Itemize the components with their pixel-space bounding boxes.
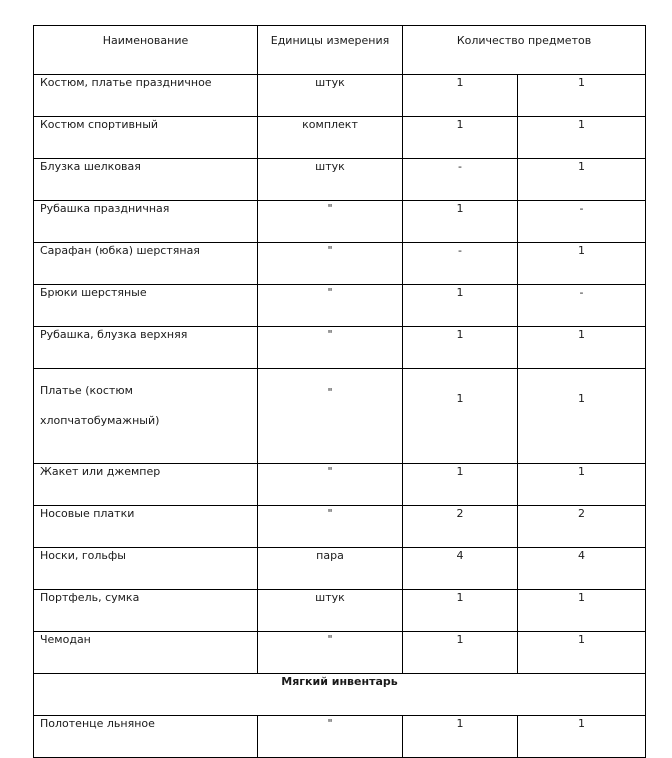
item-unit: " (258, 201, 403, 243)
item-unit: комплект (258, 117, 403, 159)
item-qty-2: 2 (518, 506, 646, 548)
item-name: Брюки шерстяные (34, 285, 258, 327)
table-row (34, 327, 646, 369)
table-row (34, 75, 646, 117)
item-qty-1: 2 (403, 506, 518, 548)
item-unit: " (258, 464, 403, 506)
item-qty-2: 1 (518, 369, 646, 464)
item-name: Рубашка, блузка верхняя (34, 327, 258, 369)
header-unit: Единицы измерения (258, 26, 403, 75)
table-row (34, 159, 646, 201)
item-qty-2: - (518, 285, 646, 327)
table-row (34, 506, 646, 548)
item-unit: " (258, 243, 403, 285)
item-qty-2: 1 (518, 117, 646, 159)
item-unit: " (258, 285, 403, 327)
table-row (34, 590, 646, 632)
header-quantity: Количество предметов (403, 26, 646, 75)
item-qty-1: 1 (403, 632, 518, 674)
item-qty-1: 1 (403, 201, 518, 243)
section-title: Мягкий инвентарь (34, 674, 646, 716)
item-qty-2: 4 (518, 548, 646, 590)
item-unit: штук (258, 159, 403, 201)
table-row (34, 117, 646, 159)
table-row (34, 285, 646, 327)
item-qty-1: 1 (403, 285, 518, 327)
item-unit: " (258, 632, 403, 674)
item-name: Жакет или джемпер (34, 464, 258, 506)
item-name: Сарафан (юбка) шерстяная (34, 243, 258, 285)
item-qty-1: 1 (403, 75, 518, 117)
item-unit: " (258, 716, 403, 758)
item-unit: " (258, 506, 403, 548)
item-name: Платье (костюм хлопчатобумажный) (34, 369, 258, 464)
item-name: Блузка шелковая (34, 159, 258, 201)
item-qty-2: 1 (518, 590, 646, 632)
table-row (34, 464, 646, 506)
item-name: Портфель, сумка (34, 590, 258, 632)
inventory-table (33, 25, 646, 758)
table-row (34, 369, 646, 464)
section-header-row (34, 674, 646, 716)
item-qty-1: 1 (403, 369, 518, 464)
item-name: Носки, гольфы (34, 548, 258, 590)
item-qty-1: 4 (403, 548, 518, 590)
item-qty-1: - (403, 243, 518, 285)
table-row (34, 632, 646, 674)
table-row (34, 243, 646, 285)
table-row (34, 201, 646, 243)
item-name: Носовые платки (34, 506, 258, 548)
item-qty-2: 1 (518, 243, 646, 285)
table-row (34, 716, 646, 758)
item-unit: " (258, 327, 403, 369)
item-qty-2: 1 (518, 464, 646, 506)
item-qty-2: 1 (518, 632, 646, 674)
item-qty-2: 1 (518, 75, 646, 117)
item-name: Чемодан (34, 632, 258, 674)
item-name: Костюм спортивный (34, 117, 258, 159)
item-qty-1: 1 (403, 464, 518, 506)
item-qty-1: 1 (403, 590, 518, 632)
header-name: Наименование (34, 26, 258, 75)
item-qty-1: 1 (403, 117, 518, 159)
item-qty-2: 1 (518, 327, 646, 369)
item-name: Рубашка праздничная (34, 201, 258, 243)
item-qty-2: 1 (518, 159, 646, 201)
item-unit: штук (258, 590, 403, 632)
table-row (34, 548, 646, 590)
item-unit: " (258, 369, 403, 464)
item-name: Костюм, платье праздничное (34, 75, 258, 117)
item-unit: пара (258, 548, 403, 590)
table-header-row (34, 26, 646, 75)
item-qty-1: 1 (403, 327, 518, 369)
item-qty-1: - (403, 159, 518, 201)
item-name: Полотенце льняное (34, 716, 258, 758)
item-qty-1: 1 (403, 716, 518, 758)
item-qty-2: - (518, 201, 646, 243)
item-qty-2: 1 (518, 716, 646, 758)
item-unit: штук (258, 75, 403, 117)
